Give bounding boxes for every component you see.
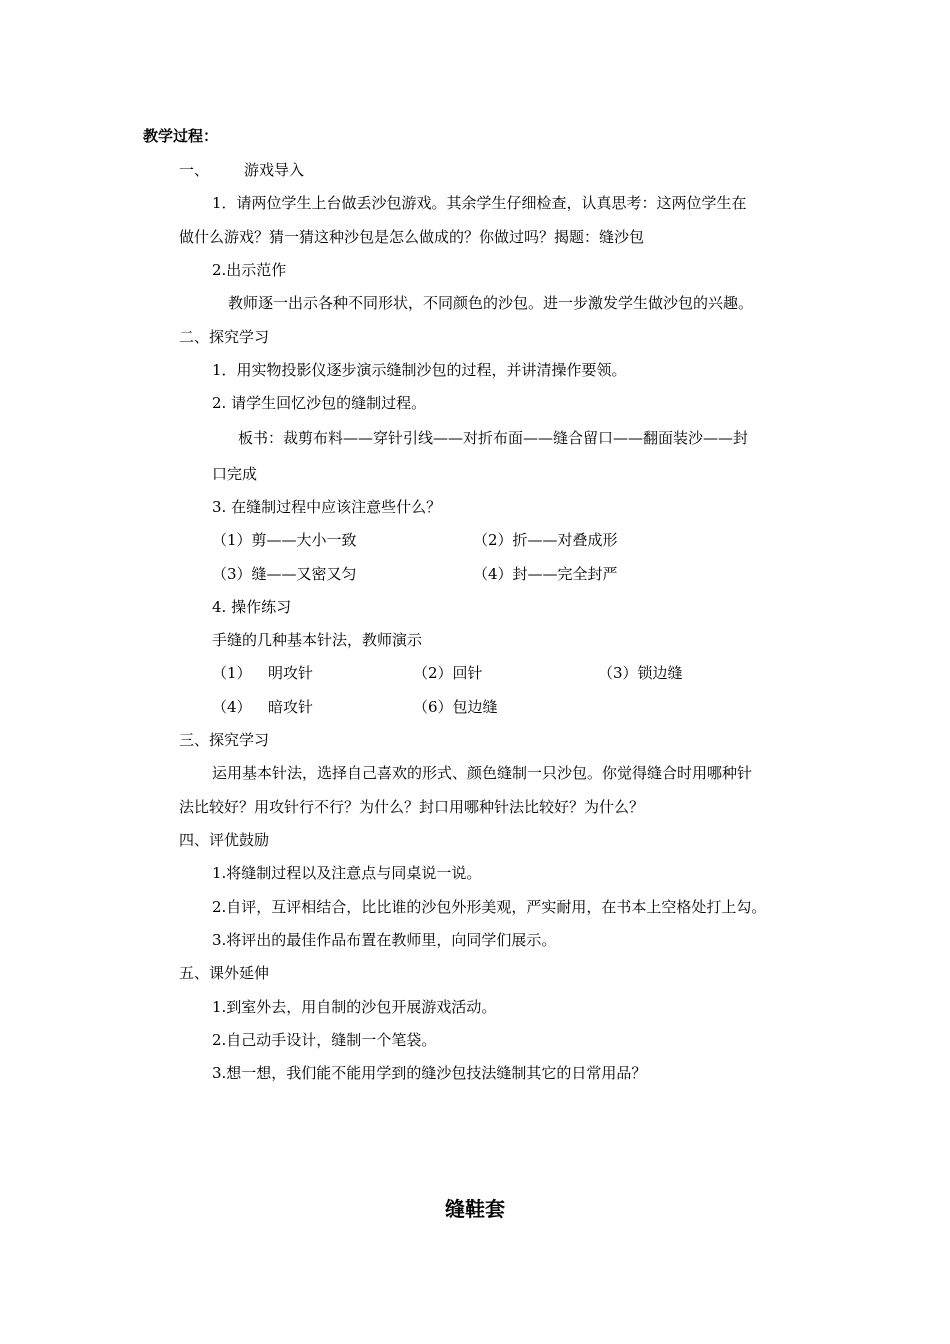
paragraph: 3.想一想，我们能不能用学到的缝沙包技法缝制其它的日常用品？ xyxy=(212,1064,647,1082)
paragraph: 手缝的几种基本针法，教师演示 xyxy=(212,631,423,649)
list-item-number: （4） xyxy=(212,698,252,716)
list-item-number: （1） xyxy=(212,664,252,682)
paragraph: 2.自评，互评相结合，比比谁的沙包外形美观，严实耐用，在书本上空格处打上勾。 xyxy=(212,898,767,916)
next-lesson-title: 缝鞋套 xyxy=(445,1197,505,1221)
paragraph: 2.自己动手设计，缝制一个笔袋。 xyxy=(212,1031,437,1049)
paragraph: 1．请两位学生上台做丢沙包游戏。其余学生仔细检查，认真思考：这两位学生在 xyxy=(212,194,747,212)
list-item: （3）缝——又密又匀 xyxy=(212,565,357,583)
paragraph: 4. 操作练习 xyxy=(212,598,292,616)
section-1-number: 一、 xyxy=(179,161,210,179)
paragraph: 1.将缝制过程以及注意点与同桌说一说。 xyxy=(212,864,482,882)
section-4-title: 四、评优鼓励 xyxy=(179,831,270,849)
list-item: （2）回针 xyxy=(413,664,483,682)
section-5-title: 五、课外延伸 xyxy=(179,964,270,982)
paragraph: 口完成 xyxy=(212,465,258,483)
paragraph: 法比较好？用攻针行不行？为什么？封口用哪种针法比较好？为什么？ xyxy=(179,798,645,816)
paragraph: 1.到室外去，用自制的沙包开展游戏活动。 xyxy=(212,998,497,1016)
list-item: 暗攻针 xyxy=(268,698,314,716)
paragraph: 3. 在缝制过程中应该注意些什么？ xyxy=(212,498,442,516)
section-heading: 教学过程： xyxy=(143,127,219,145)
paragraph: 板书：裁剪布料——穿针引线——对折布面——缝合留口——翻面装沙——封 xyxy=(238,429,749,447)
section-3-title: 三、探究学习 xyxy=(179,731,270,749)
paragraph: 3.将评出的最佳作品布置在教师里，向同学们展示。 xyxy=(212,931,557,949)
paragraph: 1．用实物投影仪逐步演示缝制沙包的过程，并讲清操作要领。 xyxy=(212,361,627,379)
list-item: 明攻针 xyxy=(268,664,314,682)
list-item: （1）剪——大小一致 xyxy=(212,531,357,549)
paragraph: 运用基本针法，选择自己喜欢的形式、颜色缝制一只沙包。你觉得缝合时用哪种针 xyxy=(212,764,753,782)
paragraph: 做什么游戏？猜一猜这种沙包是怎么做成的？你做过吗？揭题：缝沙包 xyxy=(179,228,645,246)
list-item: （3）锁边缝 xyxy=(598,664,683,682)
list-item: （2）折——对叠成形 xyxy=(473,531,618,549)
paragraph: 教师逐一出示各种不同形状，不同颜色的沙包。进一步激发学生做沙包的兴趣。 xyxy=(228,294,754,312)
list-item: （4）封——完全封严 xyxy=(473,565,618,583)
section-2-title: 二、探究学习 xyxy=(179,328,270,346)
section-1-title: 游戏导入 xyxy=(244,161,305,179)
paragraph: 2. 请学生回忆沙包的缝制过程。 xyxy=(212,394,427,412)
list-item: （6）包边缝 xyxy=(413,698,498,716)
paragraph: 2.出示范作 xyxy=(212,261,287,279)
